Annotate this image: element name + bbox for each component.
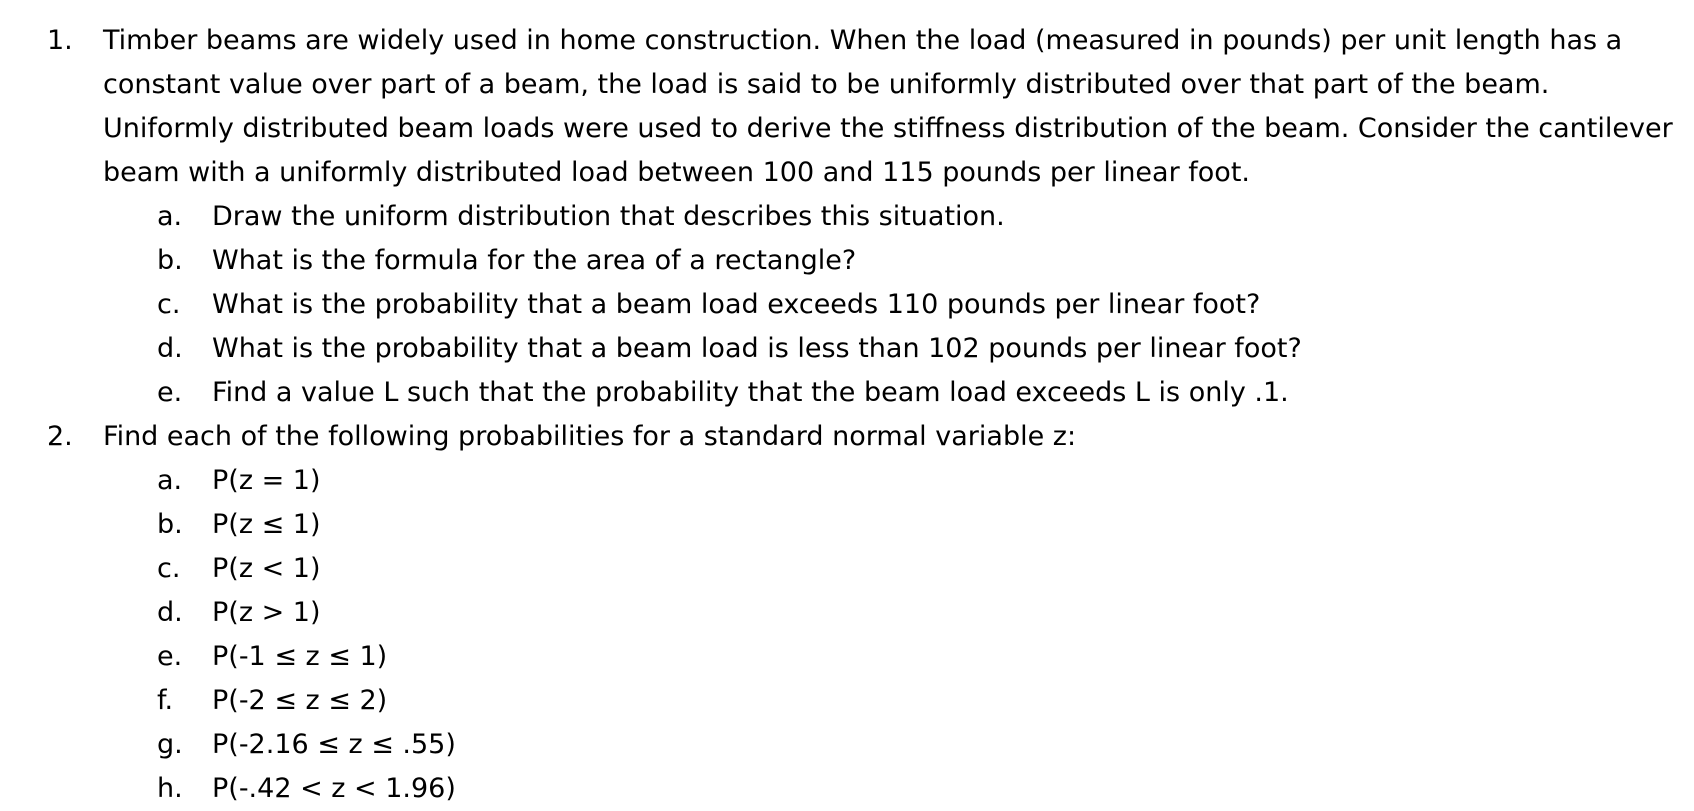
part-letter: a.: [157, 201, 183, 232]
part-text: What is the probability that a beam load exceeds 110 pounds per linear foot?: [212, 289, 1261, 320]
part-letter: d.: [157, 597, 183, 628]
question-2-part-f: [0, 679, 1694, 723]
part-letter: c.: [157, 289, 181, 320]
part-text: Find a value L such that the probability that the beam load exceeds L is only .1.: [212, 377, 1289, 408]
part-text: P(z ≤ 1): [212, 509, 321, 540]
part-letter: c.: [157, 553, 181, 584]
question-1-part-b: [0, 239, 1694, 283]
question-2-part-h: [0, 767, 1694, 811]
part-text: P(-.42 < z < 1.96): [212, 773, 456, 804]
part-text: P(z < 1): [212, 553, 321, 584]
question-1-part-c: [0, 283, 1694, 327]
question-2-part-c: [0, 547, 1694, 591]
question-1-part-d: [0, 327, 1694, 371]
part-letter: h.: [157, 773, 183, 804]
question-2-part-b: [0, 503, 1694, 547]
part-letter: e.: [157, 641, 183, 672]
question-text: Find each of the following probabilities for a standard normal variable z:: [103, 421, 1077, 452]
part-text: What is the formula for the area of a rectangle?: [212, 245, 857, 276]
part-text: P(-1 ≤ z ≤ 1): [212, 641, 388, 672]
part-letter: f.: [157, 685, 174, 716]
question-1-part-e: [0, 371, 1694, 415]
question-2-part-d: [0, 591, 1694, 635]
question-1-part-a: [0, 195, 1694, 239]
part-text: Draw the uniform distribution that describes this situation.: [212, 201, 1005, 232]
part-letter: b.: [157, 245, 183, 276]
question-number: 1.: [47, 25, 73, 56]
part-letter: g.: [157, 729, 183, 760]
part-text: P(z > 1): [212, 597, 321, 628]
question-2-part-e: [0, 635, 1694, 679]
question-1: [0, 19, 1694, 195]
part-letter: e.: [157, 377, 183, 408]
part-letter: b.: [157, 509, 183, 540]
part-letter: a.: [157, 465, 183, 496]
question-2-part-g: [0, 723, 1694, 767]
part-text: What is the probability that a beam load is less than 102 pounds per linear foot?: [212, 333, 1302, 364]
question-2-part-a: [0, 459, 1694, 503]
part-text: P(-2 ≤ z ≤ 2): [212, 685, 388, 716]
question-2: [0, 415, 1694, 459]
question-number: 2.: [47, 421, 73, 452]
question-text: Timber beams are widely used in home construction. When the load (measured in pounds) per unit length has a constant value over part of a beam, the load is said to be uniformly distributed over that part of the beam. Uniformly distributed beam loads were used to derive the stiffness distribution of the beam. Consider the cantilever beam with a uniformly distributed load between 100 and 115 pounds per linear foot.: [103, 25, 1673, 188]
part-text: P(z = 1): [212, 465, 321, 496]
part-letter: d.: [157, 333, 183, 364]
part-text: P(-2.16 ≤ z ≤ .55): [212, 729, 456, 760]
